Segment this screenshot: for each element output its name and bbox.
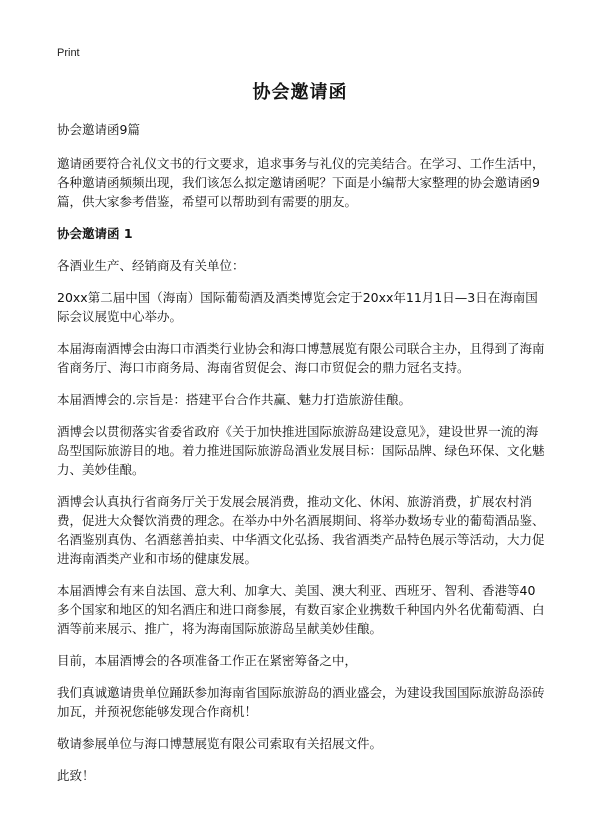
body-paragraph: 我们真诚邀请贵单位踊跃参加海南省国际旅游岛的酒业盛会，为建设我国国际旅游岛添砖加瓦，并预祝您能够发现合作商机！ — [57, 685, 545, 719]
body-paragraph: 本届海南酒博会由海口市酒类行业协会和海口博慧展览有限公司联合主办，且得到了海南省商务厅、海口市商务局、海南省贸促会、海口市贸促会的鼎力冠名支持。 — [57, 341, 545, 375]
body-paragraph: 本届酒博会的.宗旨是：搭建平台合作共赢、魅力打造旅游佳酿。 — [57, 392, 411, 407]
closing-paragraph: 此致！ — [57, 768, 95, 783]
body-paragraph: 酒博会以贯彻落实省委省政府《关于加快推进国际旅游岛建设意见》，建设世界一流的海岛型国际旅游目的地。着力推进国际旅游岛酒业发展目标：国际品牌、绿色环保、文化魅力、美妙佳酿。 — [57, 424, 545, 477]
body-paragraph: 目前，本届酒博会的各项准备工作正在紧密筹备之中， — [57, 653, 358, 668]
page-title: 协会邀请函 — [252, 82, 348, 103]
section-heading: 协会邀请函 1 — [57, 226, 133, 241]
body-paragraph: 本届酒博会有来自法国、意大利、加拿大、美国、澳大利亚、西班牙、智利、香港等40多个国家和地区的知名酒庄和进口商参展，有数百家企业携数千种国内外名优葡萄酒、白酒等前来展示、推广，将为海南国际旅游岛呈献美妙佳酿。 — [57, 583, 545, 636]
salutation-paragraph: 各酒业生产、经销商及有关单位： — [57, 258, 245, 273]
article-body — [57, 120, 547, 798]
body-paragraph: 敬请参展单位与海口博慧展览有限公司索取有关招展文件。 — [57, 736, 383, 751]
body-paragraph: 20xx第二届中国（海南）国际葡萄酒及酒类博览会定于20xx年11月1日—3日在海南国际会议展览中心举办。 — [57, 290, 538, 324]
print-link[interactable]: Print — [57, 47, 80, 59]
intro-paragraph: 邀请函要符合礼仪文书的行文要求，追求事务与礼仪的完美结合。在学习、工作生活中，各种邀请函频频出现，我们该怎么拟定邀请函呢？下面是小编帮大家整理的协会邀请函9篇，供大家参考借鉴，希望可以帮助到有需要的朋友。 — [57, 156, 545, 209]
article-subtitle: 协会邀请函9篇 — [57, 122, 140, 137]
body-paragraph: 酒博会认真执行省商务厅关于发展会展消费，推动文化、休闲、旅游消费，扩展农村消费，促进大众餐饮消费的理念。在举办中外名酒展期间、将举办数场专业的葡萄酒品鉴、名酒鉴别真伪、名酒慈善拍卖、中华酒文化弘扬、我省酒类产品特色展示等活动，大力促进海南酒类产业和市场的健康发展。 — [57, 494, 545, 566]
